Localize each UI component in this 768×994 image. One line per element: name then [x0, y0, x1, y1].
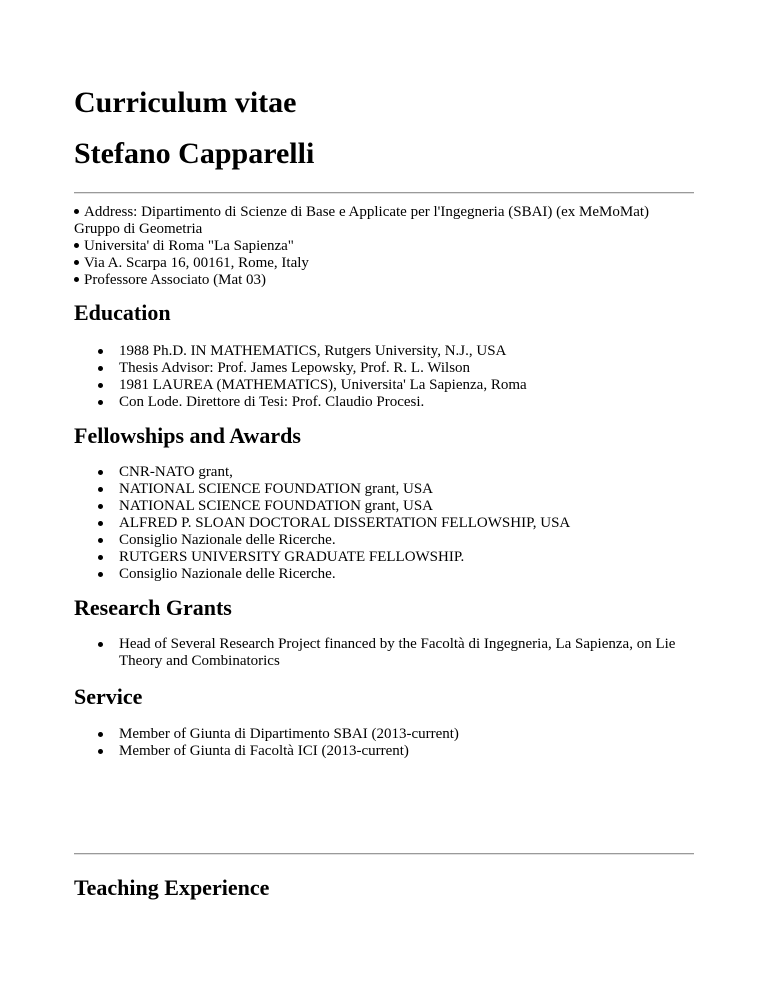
address-line: Gruppo di Geometria: [74, 221, 203, 237]
teaching-section: [74, 875, 694, 901]
list-item: CNR-NATO grant,: [74, 464, 694, 481]
bullet-icon: [98, 642, 103, 647]
list-item: Member of Giunta di Facoltà ICI (2013-current): [74, 743, 694, 760]
document-title: Curriculum vitae: [74, 86, 297, 119]
address-line: Address: Dipartimento di Scienze di Base e Applicate per l'Ingegneria (SBAI) (ex MeMoMat): [74, 204, 694, 221]
address-line: Universita' di Roma "La Sapienza": [74, 238, 694, 255]
bullet-icon: [98, 521, 103, 526]
list-item: Member of Giunta di Dipartimento SBAI (2013-current): [74, 726, 694, 743]
bullet-icon: [98, 732, 103, 737]
address-line: Via A. Scarpa 16, 00161, Rome, Italy: [74, 255, 694, 272]
section-heading: Teaching Experience: [74, 875, 270, 900]
bullet-icon: [98, 538, 103, 543]
horizontal-rule: [74, 853, 694, 855]
list-item: 1981 LAUREA (MATHEMATICS), Universita' La Sapienza, Roma: [74, 377, 694, 394]
bullet-icon: [98, 572, 103, 577]
grants-list: [74, 636, 694, 670]
fellowships-list: [74, 464, 694, 583]
horizontal-rule: [74, 192, 694, 194]
bullet-icon: [74, 243, 79, 248]
education-section: [74, 300, 694, 411]
bullet-icon: [98, 749, 103, 754]
section-heading: Research Grants: [74, 595, 232, 620]
bullet-icon: [74, 277, 79, 282]
author-name: Stefano Capparelli: [74, 137, 315, 170]
bullet-icon: [74, 260, 79, 265]
bullet-icon: [98, 487, 103, 492]
list-item: Consiglio Nazionale delle Ricerche.: [74, 532, 694, 549]
section-heading: Fellowships and Awards: [74, 423, 301, 448]
bullet-icon: [98, 400, 103, 405]
fellowships-section: [74, 423, 694, 583]
bullet-icon: [98, 504, 103, 509]
bullet-icon: [98, 383, 103, 388]
list-item: Head of Several Research Project financed by the Facoltà di Ingegneria, La Sapienza, on Lie Theory and Combinatorics: [74, 636, 694, 670]
education-list: [74, 343, 694, 411]
address-line: Professore Associato (Mat 03): [74, 272, 694, 289]
list-item: NATIONAL SCIENCE FOUNDATION grant, USA: [74, 481, 694, 498]
bullet-icon: [98, 555, 103, 560]
list-item: NATIONAL SCIENCE FOUNDATION grant, USA: [74, 498, 694, 515]
address-block: [74, 204, 694, 289]
list-item: ALFRED P. SLOAN DOCTORAL DISSERTATION FELLOWSHIP, USA: [74, 515, 694, 532]
service-section: [74, 684, 694, 760]
service-list: [74, 726, 694, 760]
section-heading: Education: [74, 300, 171, 325]
section-heading: Service: [74, 684, 143, 709]
list-item: Con Lode. Direttore di Tesi: Prof. Claudio Procesi.: [74, 394, 694, 411]
bullet-icon: [98, 349, 103, 354]
list-item: RUTGERS UNIVERSITY GRADUATE FELLOWSHIP.: [74, 549, 694, 566]
bullet-icon: [74, 209, 79, 214]
list-item: Thesis Advisor: Prof. James Lepowsky, Prof. R. L. Wilson: [74, 360, 694, 377]
research-grants-section: [74, 595, 694, 670]
bullet-icon: [98, 366, 103, 371]
list-item: Consiglio Nazionale delle Ricerche.: [74, 566, 694, 583]
list-item: 1988 Ph.D. IN MATHEMATICS, Rutgers University, N.J., USA: [74, 343, 694, 360]
bullet-icon: [98, 470, 103, 475]
